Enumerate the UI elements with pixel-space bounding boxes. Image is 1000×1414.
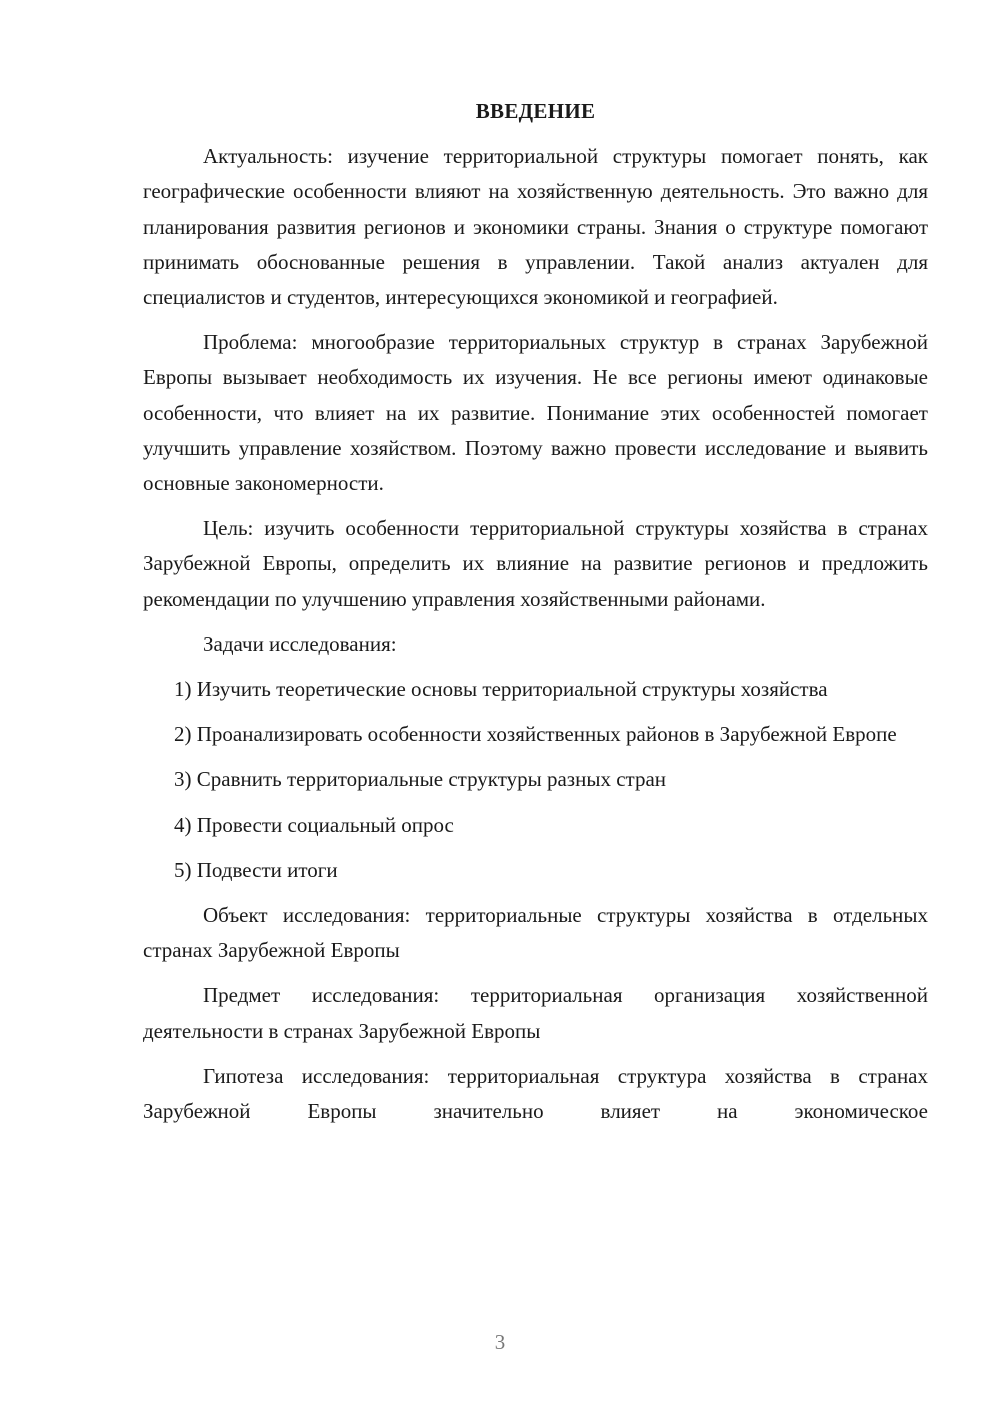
- subject-paragraph: Предмет исследования: территориальная организация хозяйственной деятельности в странах Зарубежной Европы: [143, 983, 928, 1043]
- goal-paragraph: Цель: изучить особенности территориальной структуры хозяйства в странах Зарубежной Европы, определить их влияние на развитие регионов и предложить рекомендации по улучшению управления хозяйственными районами.: [143, 516, 928, 611]
- relevance-paragraph: Актуальность: изучение территориальной структуры помогает понять, как географические особенности влияют на хозяйственную деятельность. Это важно для планирования развития регионов и экономики страны. Знания о структуре помогают принимать обоснованные решения в управлении. Такой анализ актуален для специалистов и студентов, интересующихся экономикой и географией.: [143, 144, 928, 310]
- task-item: 1) Изучить теоретические основы территориальной структуры хозяйства: [174, 677, 828, 702]
- hypothesis-paragraph: Гипотеза исследования: территориальная структура хозяйства в странах Зарубежной Европы значительно влияет на экономическое: [143, 1063, 928, 1124]
- tasks-list: [143, 672, 928, 888]
- page-title: ВВЕДЕНИЕ: [475, 99, 596, 123]
- tasks-heading: Задачи исследования:: [203, 631, 397, 656]
- task-item: 5) Подвести итоги: [174, 857, 338, 882]
- page-number: 3: [494, 1330, 506, 1354]
- task-item: 4) Провести социальный опрос: [174, 812, 454, 837]
- document-page: [143, 94, 928, 1139]
- task-item: 2) Проанализировать особенности хозяйственных районов в Зарубежной Европе: [174, 722, 897, 747]
- task-item: 3) Сравнить территориальные структуры разных стран: [174, 767, 667, 792]
- problem-paragraph: Проблема: многообразие территориальных структур в странах Зарубежной Европы вызывает необходимость их изучения. Не все регионы имеют одинаковые особенности, что влияет на их развитие. Понимание этих особенностей помогает улучшить управление хозяйством. Поэтому важно провести исследование и выявить основные закономерности.: [143, 330, 928, 496]
- object-paragraph: Объект исследования: территориальные структуры хозяйства в отдельных странах Зарубежной Европы: [143, 903, 928, 963]
